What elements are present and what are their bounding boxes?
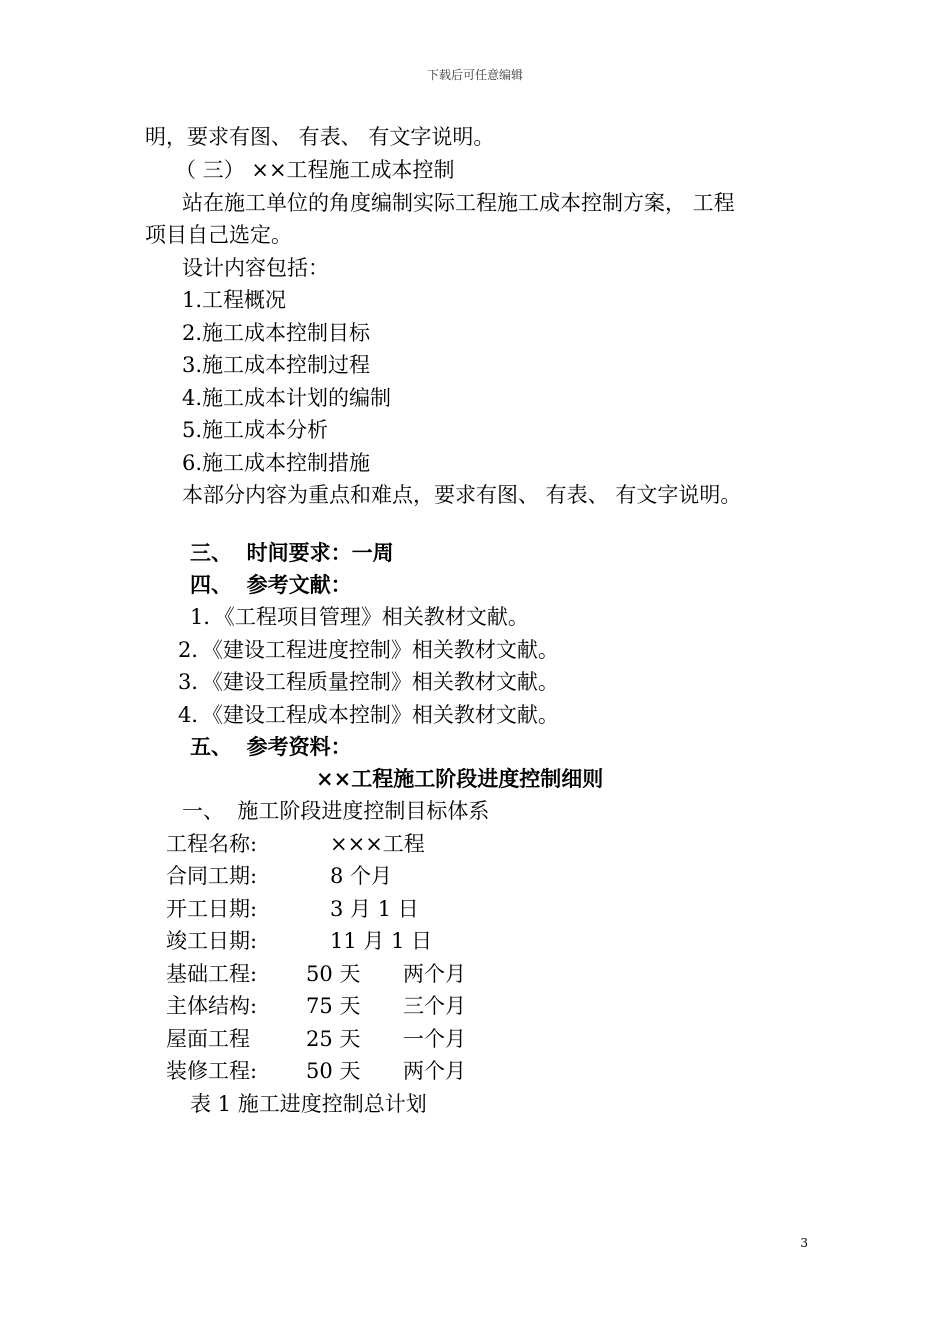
project-label-1: 合同工期:: [166, 864, 258, 888]
page-header: 下载后可任意编辑: [426, 68, 523, 82]
list-item-4: 4.施工成本计划的编制: [182, 386, 392, 410]
project-value-7: 50 天: [306, 1059, 361, 1083]
project-value-5: 75 天: [306, 994, 361, 1018]
project-label-5: 主体结构:: [166, 994, 258, 1018]
list-item-6: 6.施工成本控制措施: [182, 451, 371, 475]
text-line-emphasis: 本部分内容为重点和难点，要求有图、 有表、 有文字说明。: [182, 483, 742, 507]
project-label-4: 基础工程:: [166, 962, 258, 986]
project-value-0: ×××工程: [330, 832, 425, 856]
text-line-3: 站在施工单位的角度编制实际工程施工成本控制方案， 工程: [182, 191, 735, 215]
heading-time-requirement: 三、 时间要求：一周: [190, 540, 394, 565]
project-value-4: 50 天: [306, 962, 361, 986]
project-label-0: 工程名称:: [166, 832, 258, 856]
list-item-2: 2.施工成本控制目标: [182, 321, 371, 345]
text-line-design-content: 设计内容包括：: [182, 256, 329, 280]
project-value-1: 8 个月: [330, 864, 393, 888]
project-value-6: 25 天: [306, 1027, 361, 1051]
section-heading-target-system: 一、 施工阶段进度控制目标体系: [182, 799, 490, 823]
reference-item-2: 2．《建设工程进度控制》相关教材文献。: [178, 638, 559, 662]
table-caption: 表 1 施工进度控制总计划: [190, 1092, 427, 1116]
list-item-5: 5.施工成本分析: [182, 418, 329, 442]
reference-item-3: 3．《建设工程质量控制》相关教材文献。: [178, 670, 559, 694]
project-label-2: 开工日期:: [166, 897, 258, 921]
project-note-6: 一个月: [403, 1027, 466, 1051]
text-line-4: 项目自己选定。: [145, 223, 292, 247]
list-item-1: 1.工程概况: [182, 288, 287, 312]
project-label-6: 屋面工程: [166, 1027, 250, 1051]
project-value-3: 11 月 1 日: [330, 929, 433, 953]
text-line-1: 明，要求有图、 有表、 有文字说明。: [145, 125, 495, 149]
document-subtitle: ××工程施工阶段进度控制细则: [316, 766, 604, 791]
project-label-7: 装修工程:: [166, 1059, 258, 1083]
heading-references: 四、 参考文献：: [190, 572, 352, 597]
page-number: 3: [800, 1236, 808, 1250]
reference-item-1: 1．《工程项目管理》相关教材文献。: [190, 605, 529, 629]
project-note-4: 两个月: [403, 962, 466, 986]
project-note-7: 两个月: [403, 1059, 466, 1083]
list-item-3: 3.施工成本控制过程: [182, 353, 371, 377]
reference-item-4: 4．《建设工程成本控制》相关教材文献。: [178, 703, 559, 727]
project-note-5: 三个月: [403, 994, 466, 1018]
section-heading-cost-control: （ 三） ××工程施工成本控制: [175, 158, 455, 182]
heading-reference-materials: 五、 参考资料：: [190, 734, 352, 759]
project-label-3: 竣工日期:: [166, 929, 258, 953]
project-value-2: 3 月 1 日: [330, 897, 419, 921]
